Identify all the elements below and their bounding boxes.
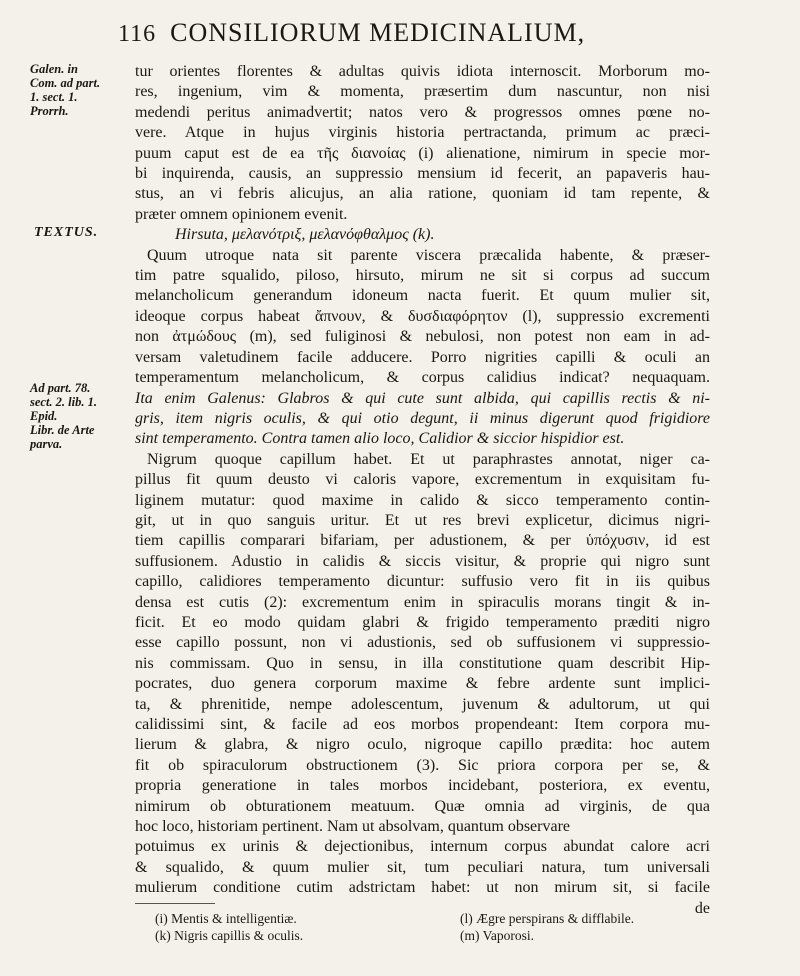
page-number: 116	[118, 21, 157, 47]
text-line: propria generatione in tales morbos incidebant, posteriora, ex eventu,	[135, 777, 710, 795]
margin-note-line: Ad part. 78.	[30, 381, 91, 395]
text-line: git, ut in quo sanguis uritur. Et ut res brevi explicetur, dicimus nigri-	[135, 511, 710, 529]
text-line: & squalido, & quum mulier sit, tum peculiari natura, tum universali	[135, 858, 710, 876]
text-line: tiem capillis comparari bifariam, per adustionem, & per ὑπόχυσιν, id est	[135, 532, 710, 550]
text-line: medendi peritus animadvertit; natos vero & progressos omnes pœne no-	[135, 103, 710, 121]
margin-note-ad-part	[30, 381, 130, 451]
text-line: potuimus ex urinis & dejectionibus, internum corpus abundat calore acri	[135, 838, 710, 856]
body-text	[135, 62, 710, 919]
text-line: suffusionem. Adustio in calidis & siccis visitur, & proprie qui nigro sunt	[135, 552, 710, 570]
text-line: nimirum ob obturationem meatuum. Quæ omnia ad virginis, de qua	[135, 797, 710, 815]
textus-label: TEXTUS.	[34, 225, 99, 240]
running-head	[118, 18, 780, 48]
margin-note-line: Prorrh.	[30, 104, 69, 118]
text-line: esse capillo possunt, non vi adustionis, sed ob suffusionem vi suppressio-	[135, 634, 710, 652]
text-line: fit ob spiraculorum obstructionem (3). Sic priora corpora per se, &	[135, 756, 710, 774]
text-line: vere. Atque in hujus virginis historia pertractanda, primum ac præci-	[135, 124, 710, 142]
text-line: ficit. Et eo modo quidam glabri & frigido temperamento præditi nigro	[135, 613, 710, 631]
margin-note-line: Galen. in	[30, 62, 78, 76]
footnote: (i) Mentis & intelligentiæ.	[155, 911, 297, 926]
text-line: densa est cutis (2): excrementum enim in spiraculis morans tingit & in-	[135, 593, 710, 611]
text-line: temperamentum melancholicum, & corpus calidius indicat? nequaquam.	[135, 369, 710, 387]
margin-note-galen	[30, 62, 130, 118]
text-line: tim patre squalido, piloso, hirsuto, mirum ne sit si corpus ad succum	[135, 267, 710, 285]
footnotes-left	[155, 910, 303, 944]
text-line: Nigrum quoque capillum habet. Et ut paraphrastes annotat, niger ca-	[147, 450, 710, 468]
text-line: ta, & phrenitide, nempe adolescentum, juvenum & adultorum, ut qui	[135, 695, 710, 713]
text-line: præter omnem opinionem evenit.	[135, 205, 348, 223]
text-line: bi inquirenda, causis, an suppressio mensium id fecerit, an papaveris hau-	[135, 165, 710, 183]
footnote: (m) Vaporosi.	[460, 928, 534, 943]
text-line: capillo, calidiores temperamento dicuntur: suffusio vero fit in iis quibus	[135, 573, 710, 591]
footnote: (l) Ægre perspirans & difflabile.	[460, 911, 635, 926]
margin-note-line: sect. 2. lib. 1.	[30, 395, 98, 409]
footnote: (k) Nigris capillis & oculis.	[155, 928, 304, 943]
text-line: Quum utroque nata sit parente viscera præcalida habente, & præser-	[147, 246, 710, 264]
text-line: res, ingenium, vim & momenta, præsertim dum nascuntur, non nisi	[135, 83, 710, 101]
text-line: puum caput est de ea τῆς διανοίας (i) alienatione, nimirum in specie mor-	[135, 144, 710, 162]
text-line: de	[694, 899, 710, 917]
text-line: hoc loco, historiam pertinent. Nam ut absolvam, quantum observare	[135, 818, 570, 836]
text-line: versam valetudinem facile adducere. Porro nigrities capilli & oculi an	[135, 348, 710, 366]
margin-note-line: parva.	[30, 437, 63, 451]
text-line: liginem mutatur: quod maxime in calido & sicco temperamento contin-	[135, 491, 710, 509]
margin-note-line: Libr. de Arte	[30, 423, 95, 437]
text-line: sint temperamento. Contra tamen alio loco, Calidior & siccior hispidior est.	[135, 430, 625, 448]
text-line: lierum & glabra, & nigro oculo, nigroque capillo prædita: hoc autem	[135, 736, 710, 754]
margin-note-line: 1. sect. 1.	[30, 90, 78, 104]
text-line: pillus fit quum deusto vi caloris vapore, excrementum in exquisitam fu-	[135, 471, 710, 489]
text-line: Hirsuta, μελανότριξ, μελανόφθαλμος (k).	[175, 226, 435, 244]
text-line: mulierum conditione cutim adstrictam habet: ut non mirum sit, si facile	[135, 879, 710, 897]
margin-note-line: Com. ad part.	[30, 76, 101, 90]
margin-note-line: Epid.	[30, 409, 58, 423]
text-line: tur orientes florentes & adultas quivis idiota internoscit. Morborum mo-	[135, 63, 710, 80]
text-line: stus, an vi febris alicujus, an alia ratione, quoniam id tam repente, &	[135, 185, 710, 203]
page-title: CONSILIORUM MEDICINALIUM,	[170, 18, 586, 47]
text-line: pocrates, duo genera corporum maxime & febre ardente sunt implici-	[135, 675, 710, 693]
text-line: Ita enim Galenus: Glabros & qui cute sunt albida, qui capillis rectis & ni-	[135, 389, 710, 407]
text-line: ideoque corpus habeat ἄπνουν, & δυσδιαφόρητον (l), suppressio excrementi	[135, 307, 710, 325]
text-line: melancholicum generandum idoneum nacta fuerit. Et quum mulier sit,	[135, 287, 710, 305]
footnotes-right	[460, 910, 634, 944]
text-line: non ἀτμώδους (m), sed fuliginosi & nebulosi, non potest non eam in ad-	[135, 328, 710, 346]
footnote-rule	[135, 903, 215, 904]
text-line: nis commissam. Quo in sensu, in illa constitutione quam describit Hip-	[135, 654, 710, 672]
text-line: calidissimi sint, & facile ad eos morbos propendeant: Item corpora mu-	[135, 716, 710, 733]
text-line: gris, item nigris oculis, & qui otio degunt, ii minus digerunt quod frigidiore	[135, 409, 710, 427]
